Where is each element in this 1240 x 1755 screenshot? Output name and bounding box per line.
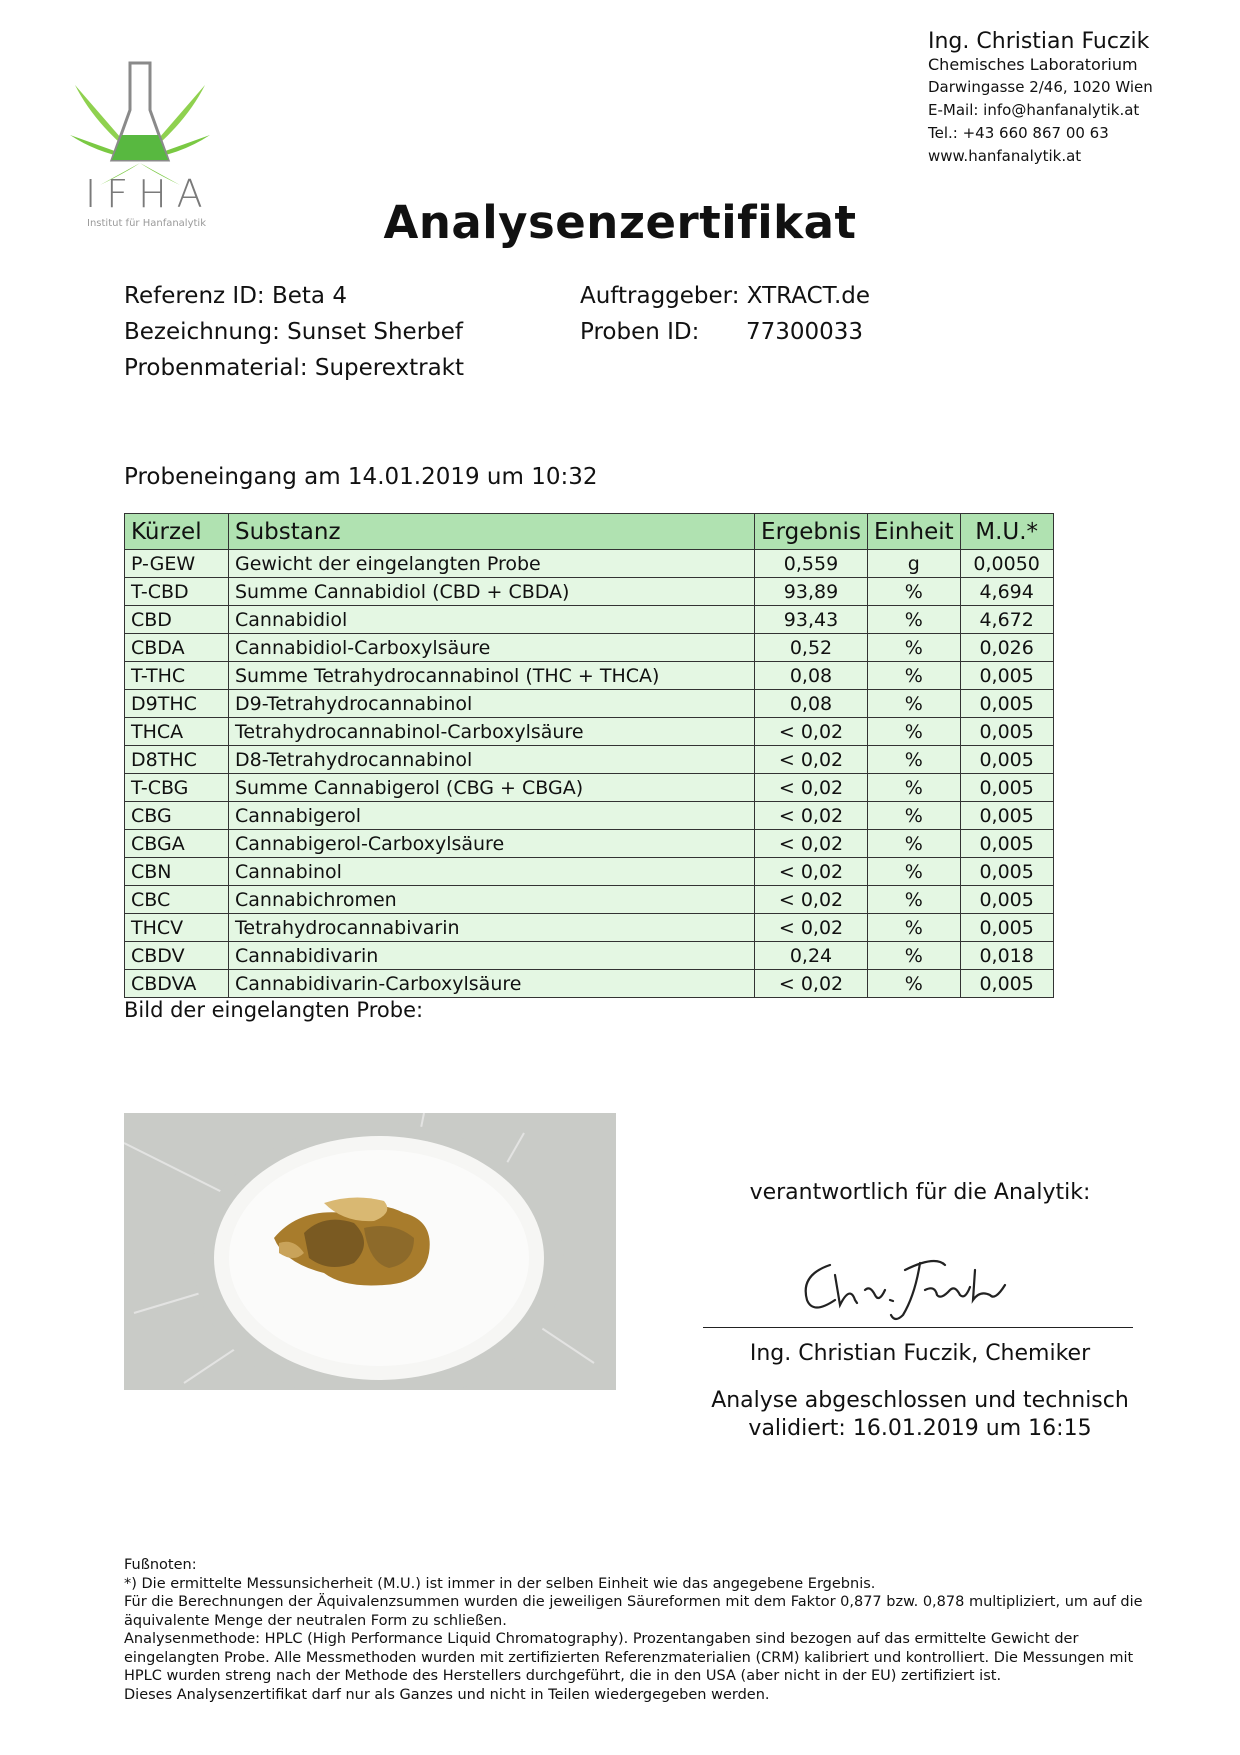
cell-code: CBN <box>125 858 229 886</box>
cell-substance: Summe Cannabigerol (CBG + CBGA) <box>229 774 755 802</box>
cell-uncertainty: 0,005 <box>960 858 1053 886</box>
signature-line <box>703 1327 1133 1328</box>
cell-result: 0,52 <box>755 634 868 662</box>
cell-unit: % <box>868 662 961 690</box>
footnote-1: *) Die ermittelte Messunsicherheit (M.U.) ist immer in der selben Einheit wie das angegebene Ergebnis. <box>124 1575 876 1592</box>
table-header-row <box>125 514 1054 550</box>
responsible-label: verantwortlich für die Analytik: <box>749 1180 1091 1205</box>
cell-code: CBDVA <box>125 970 229 998</box>
logo-text: IFHA <box>85 172 213 216</box>
cell-unit: % <box>868 914 961 942</box>
table-row <box>125 774 1054 802</box>
lab-web: www.hanfanalytik.at <box>928 147 1082 165</box>
table-row <box>125 942 1054 970</box>
cell-uncertainty: 0,005 <box>960 886 1053 914</box>
table-row <box>125 970 1054 998</box>
sample-id-label: Proben ID: <box>580 319 700 345</box>
cell-uncertainty: 0,005 <box>960 662 1053 690</box>
cell-unit: % <box>868 802 961 830</box>
cell-result: < 0,02 <box>755 774 868 802</box>
cell-result: < 0,02 <box>755 914 868 942</box>
cell-unit: % <box>868 634 961 662</box>
table-row <box>125 606 1054 634</box>
header-code: Kürzel <box>125 514 229 550</box>
cell-result: < 0,02 <box>755 886 868 914</box>
cell-uncertainty: 0,005 <box>960 802 1053 830</box>
cell-unit: % <box>868 690 961 718</box>
cell-substance: Cannabidiol-Carboxylsäure <box>229 634 755 662</box>
cell-uncertainty: 0,0050 <box>960 550 1053 578</box>
cell-code: CBD <box>125 606 229 634</box>
table-row <box>125 830 1054 858</box>
footnotes-heading: Fußnoten: <box>124 1557 197 1573</box>
table-row <box>125 634 1054 662</box>
cell-result: < 0,02 <box>755 746 868 774</box>
cell-substance: Cannabidiol <box>229 606 755 634</box>
handwritten-signature <box>795 1245 1025 1325</box>
cell-code: THCA <box>125 718 229 746</box>
cell-code: D9THC <box>125 690 229 718</box>
footnotes <box>124 1556 1164 1704</box>
cell-unit: % <box>868 942 961 970</box>
lab-department: Chemisches Laboratorium <box>928 55 1138 74</box>
cell-code: CBGA <box>125 830 229 858</box>
table-row <box>125 802 1054 830</box>
cell-substance: Cannabichromen <box>229 886 755 914</box>
reference-id: Referenz ID: Beta 4 <box>124 283 347 309</box>
header-result: Ergebnis <box>755 514 868 550</box>
cell-result: 0,08 <box>755 662 868 690</box>
cell-result: 93,89 <box>755 578 868 606</box>
cell-substance: D8-Tetrahydrocannabinol <box>229 746 755 774</box>
cell-unit: % <box>868 746 961 774</box>
table-row <box>125 746 1054 774</box>
cell-substance: D9-Tetrahydrocannabinol <box>229 690 755 718</box>
cell-code: D8THC <box>125 746 229 774</box>
lab-name: Ing. Christian Fuczik <box>928 29 1150 54</box>
cell-substance: Cannabigerol-Carboxylsäure <box>229 830 755 858</box>
lab-phone: Tel.: +43 660 867 00 63 <box>928 124 1109 142</box>
cell-substance: Cannabidivarin-Carboxylsäure <box>229 970 755 998</box>
cell-code: T-CBG <box>125 774 229 802</box>
cell-uncertainty: 0,005 <box>960 914 1053 942</box>
cell-result: 93,43 <box>755 606 868 634</box>
cell-unit: % <box>868 830 961 858</box>
cell-unit: % <box>868 970 961 998</box>
lab-street: Darwingasse 2/46, 1020 Wien <box>928 78 1153 96</box>
cell-code: CBC <box>125 886 229 914</box>
cell-unit: % <box>868 606 961 634</box>
cell-substance: Cannabidivarin <box>229 942 755 970</box>
table-row <box>125 690 1054 718</box>
sample-receipt: Probeneingang am 14.01.2019 um 10:32 <box>124 464 598 490</box>
footnote-2: Für die Berechnungen der Äquivalenzsummen wurden die jeweiligen Säureformen mit dem Faktor 0,877 bzw. 0,878 multipliziert, um auf die äquivalente Menge der neutralen Form zu schließen. <box>124 1594 1143 1629</box>
header-uncertainty: M.U.* <box>960 514 1053 550</box>
cell-unit: g <box>868 550 961 578</box>
cell-code: CBDV <box>125 942 229 970</box>
cell-code: T-THC <box>125 662 229 690</box>
cell-unit: % <box>868 718 961 746</box>
cell-substance: Summe Tetrahydrocannabinol (THC + THCA) <box>229 662 755 690</box>
lab-email: E-Mail: info@hanfanalytik.at <box>928 101 1140 119</box>
sample-picture-caption: Bild der eingelangten Probe: <box>124 998 424 1022</box>
cell-unit: % <box>868 578 961 606</box>
table-row <box>125 858 1054 886</box>
cell-result: < 0,02 <box>755 970 868 998</box>
logo-subtitle: Institut für Hanfanalytik <box>87 218 206 229</box>
validation-line-1: Analyse abgeschlossen und technisch <box>711 1388 1129 1413</box>
cell-code: P-GEW <box>125 550 229 578</box>
cell-unit: % <box>868 858 961 886</box>
sample-material: Probenmaterial: Superextrakt <box>124 355 465 381</box>
table-row <box>125 662 1054 690</box>
results-table <box>124 513 1054 998</box>
cell-uncertainty: 4,694 <box>960 578 1053 606</box>
cell-uncertainty: 0,005 <box>960 746 1053 774</box>
sample-photo <box>124 1113 616 1390</box>
footnote-3: Analysenmethode: HPLC (High Performance Liquid Chromatography). Prozentangaben sind bezogen auf das ermittelte Gewicht der eingelangten Probe. Alle Messmethoden wurden mit zertifizierten Referenzmaterialien (CRM) kalibriert und kontrolliert. Die Messungen mit HPLC wurden streng nach der Methode des Herstellers durchgeführt, die in den USA (aber nicht in der EU) zertifiziert ist. <box>124 1631 1134 1684</box>
cell-code: CBDA <box>125 634 229 662</box>
cell-substance: Tetrahydrocannabinol-Carboxylsäure <box>229 718 755 746</box>
cell-uncertainty: 0,026 <box>960 634 1053 662</box>
cell-uncertainty: 0,005 <box>960 774 1053 802</box>
table-row <box>125 914 1054 942</box>
cell-code: CBG <box>125 802 229 830</box>
cell-result: < 0,02 <box>755 802 868 830</box>
table-row <box>125 718 1054 746</box>
validation-line-2: validiert: 16.01.2019 um 16:15 <box>748 1416 1092 1441</box>
header-unit: Einheit <box>868 514 961 550</box>
cell-uncertainty: 0,005 <box>960 830 1053 858</box>
cell-uncertainty: 0,005 <box>960 970 1053 998</box>
client: Auftraggeber: XTRACT.de <box>580 283 871 309</box>
page-title: Analysenzertifikat <box>383 196 857 249</box>
cell-result: 0,559 <box>755 550 868 578</box>
signer-name: Ing. Christian Fuczik, Chemiker <box>749 1341 1091 1366</box>
designation: Bezeichnung: Sunset Sherbef <box>124 319 464 345</box>
cell-uncertainty: 4,672 <box>960 606 1053 634</box>
cell-result: 0,08 <box>755 690 868 718</box>
cell-unit: % <box>868 886 961 914</box>
cell-result: < 0,02 <box>755 830 868 858</box>
cell-substance: Cannabigerol <box>229 802 755 830</box>
cell-uncertainty: 0,005 <box>960 718 1053 746</box>
cell-substance: Gewicht der eingelangten Probe <box>229 550 755 578</box>
cell-result: < 0,02 <box>755 718 868 746</box>
cell-substance: Tetrahydrocannabivarin <box>229 914 755 942</box>
validation-note <box>700 1387 1140 1443</box>
cell-substance: Cannabinol <box>229 858 755 886</box>
footnote-4: Dieses Analysenzertifikat darf nur als Ganzes und nicht in Teilen wiedergegeben werden. <box>124 1686 770 1703</box>
cell-unit: % <box>868 774 961 802</box>
lab-address <box>928 30 1153 168</box>
table-row <box>125 550 1054 578</box>
table-row <box>125 578 1054 606</box>
cell-code: T-CBD <box>125 578 229 606</box>
cell-substance: Summe Cannabidiol (CBD + CBDA) <box>229 578 755 606</box>
table-row <box>125 886 1054 914</box>
header-substance: Substanz <box>229 514 755 550</box>
sample-id: 77300033 <box>746 319 864 345</box>
cell-uncertainty: 0,005 <box>960 690 1053 718</box>
cell-result: 0,24 <box>755 942 868 970</box>
cell-uncertainty: 0,018 <box>960 942 1053 970</box>
cell-result: < 0,02 <box>755 858 868 886</box>
cell-code: THCV <box>125 914 229 942</box>
